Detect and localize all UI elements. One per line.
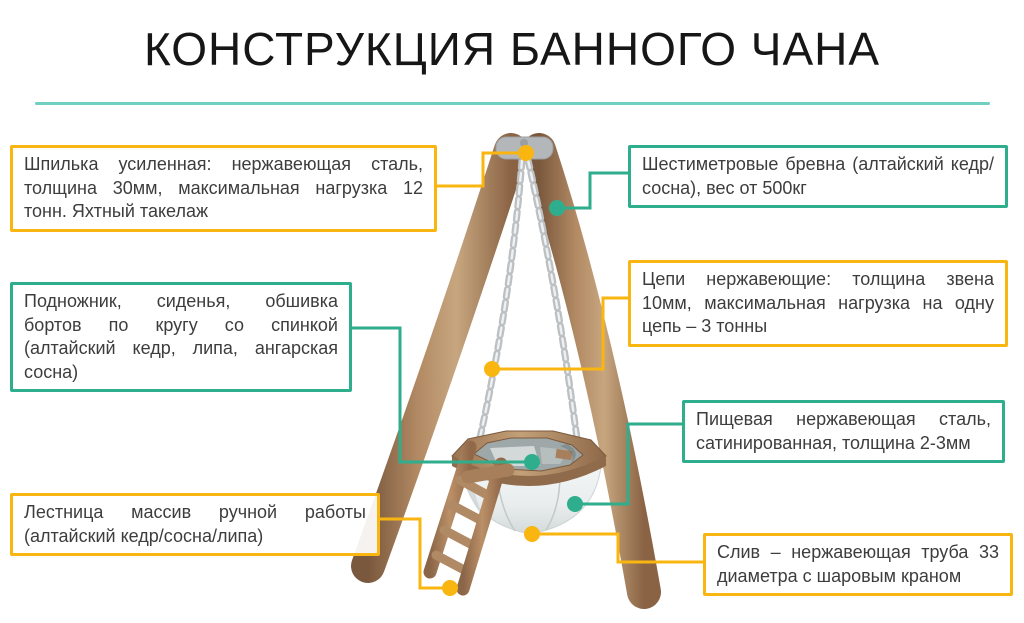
connector-line-drain <box>534 534 703 562</box>
connector-dot-chains <box>484 361 500 377</box>
page-title: КОНСТРУКЦИЯ БАННОГО ЧАНА <box>143 23 881 75</box>
connector-line-steel <box>577 424 682 504</box>
connector-dot-seats <box>524 454 540 470</box>
connector-line-chains <box>494 298 628 369</box>
callout-drain-text: Слив – нержавеющая труба 33 диаметра с шаровым краном <box>717 542 999 586</box>
callout-ladder-text: Лестница массив ручной работы (алтайский кедр/сосна/липа) <box>24 502 366 546</box>
callout-steel <box>682 400 1005 463</box>
callout-drain <box>703 533 1013 596</box>
connector-dot-steel <box>567 496 583 512</box>
callout-logs-text: Шестиметровые бревна (алтайский кедр/сосна), вес от 500кг <box>642 154 994 198</box>
connector-line-ladder <box>380 519 448 588</box>
connector-dot-stud <box>518 145 534 161</box>
connector-line-logs <box>559 173 628 208</box>
callout-stud-text: Шпилька усиленная: нержавеющая сталь, толщина 30мм, максимальная нагрузка 12 тонн. Яхтный такелаж <box>24 154 423 221</box>
callout-logs <box>628 145 1008 208</box>
connector-line-seats <box>352 328 530 462</box>
callout-chains-text: Цепи нержавеющие: толщина звена 10мм, максимальная нагрузка на одну цепь – 3 тонны <box>642 269 994 336</box>
callout-seats-text: Подножник, сиденья, обшивка бортов по кругу со спинкой (алтайский кедр, липа, ангарская сосна) <box>24 291 338 382</box>
callout-chains <box>628 260 1008 347</box>
callout-ladder <box>10 493 380 556</box>
connector-dot-logs <box>549 200 565 216</box>
callout-seats <box>10 282 352 392</box>
connector-dot-drain <box>524 526 540 542</box>
connector-dot-ladder <box>442 580 458 596</box>
connector-line-stud <box>437 153 524 186</box>
callout-stud <box>10 145 437 232</box>
callout-steel-text: Пищевая нержавеющая сталь, сатинированная, толщина 2-3мм <box>696 409 991 453</box>
